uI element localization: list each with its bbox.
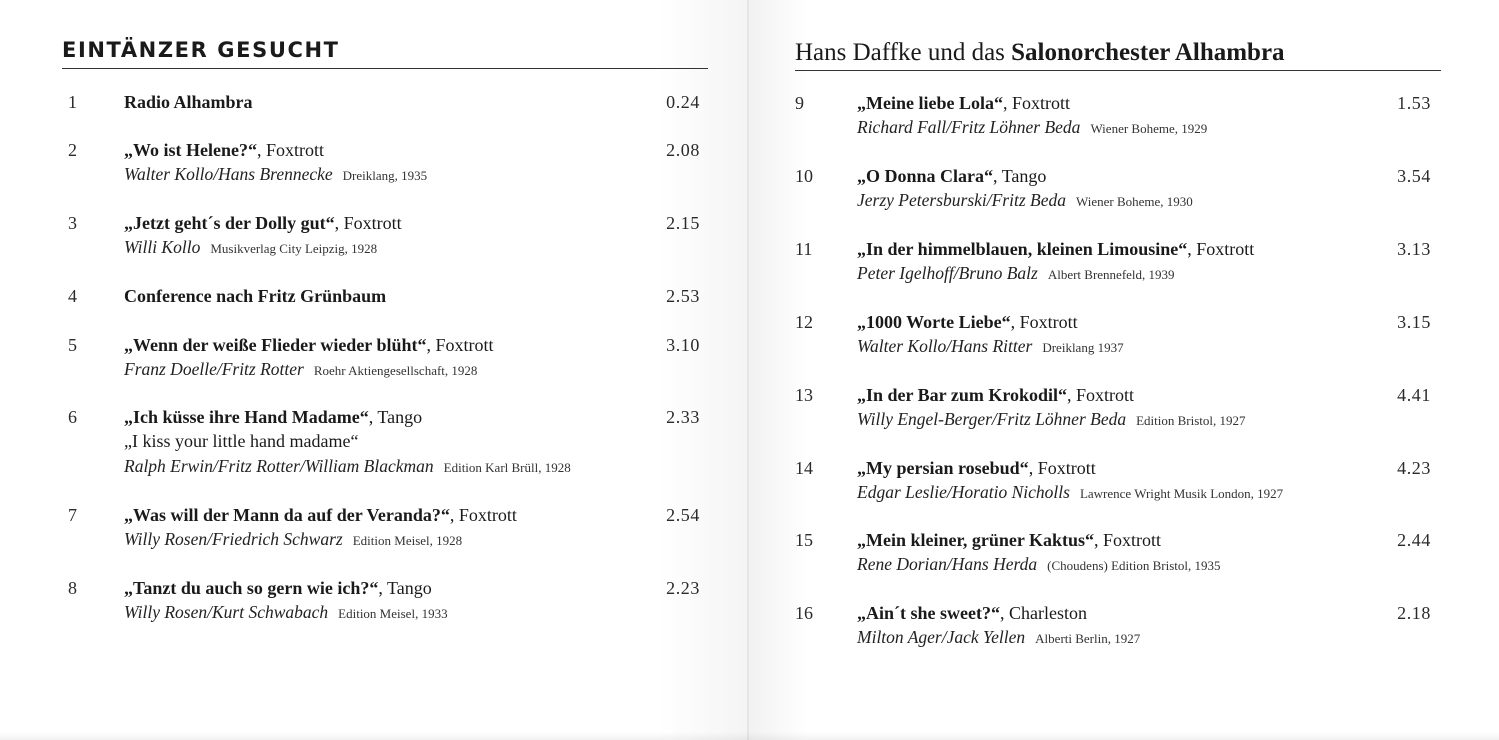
composers: Walter Kollo/Hans Brennecke <box>124 164 333 184</box>
track-duration: 2.18 <box>1397 603 1431 623</box>
track-number: 1 <box>68 92 77 112</box>
track-number: 6 <box>68 407 77 427</box>
right-title-bold: Salonorchester Alhambra <box>1011 39 1285 66</box>
song-title: „Ain´t she sweet?“ <box>857 603 1000 623</box>
track-duration: 1.53 <box>1397 93 1431 113</box>
track-duration: 2.15 <box>666 213 700 233</box>
left-title-rule <box>62 68 708 69</box>
track-credits <box>124 529 462 550</box>
track-title <box>124 407 422 428</box>
track-subtitle: „I kiss your little hand madame“ <box>124 431 359 451</box>
composers: Willi Kollo <box>124 237 201 257</box>
track-duration: 2.08 <box>666 140 700 160</box>
song-title: „1000 Worte Liebe“ <box>857 312 1011 332</box>
track-credits <box>124 237 377 258</box>
track-duration: 2.23 <box>666 578 700 598</box>
track-title <box>124 505 517 526</box>
right-page-title <box>795 39 1285 67</box>
composers: Milton Ager/Jack Yellen <box>857 627 1026 647</box>
track-title <box>857 603 1087 624</box>
track-number: 5 <box>68 335 77 355</box>
track-duration: 3.10 <box>666 335 700 355</box>
composers: Willy Rosen/Kurt Schwabach <box>124 602 329 622</box>
publisher: Musikverlag City Leipzig, 1928 <box>210 241 378 256</box>
track-number: 13 <box>795 385 813 405</box>
publisher: Edition Bristol, 1927 <box>1136 413 1246 428</box>
song-title: „Tanzt du auch so gern wie ich?“ <box>124 578 379 598</box>
track-title <box>124 140 324 161</box>
track-credits <box>857 190 1193 211</box>
song-genre: , Foxtrott <box>1010 312 1078 332</box>
publisher: Edition Meisel, 1933 <box>338 606 448 621</box>
song-title: „Mein kleiner, grüner Kaktus“ <box>857 530 1095 550</box>
publisher: Dreiklang, 1935 <box>342 168 428 183</box>
track-number: 4 <box>68 286 77 306</box>
track-row <box>795 530 1441 590</box>
track-number: 11 <box>795 239 813 259</box>
song-title: Radio Alhambra <box>124 92 253 112</box>
track-credits <box>857 482 1283 503</box>
track-duration: 3.15 <box>1397 312 1431 332</box>
left-page-title: EINTÄNZER GESUCHT <box>62 38 340 62</box>
publisher: Lawrence Wright Musik London, 1927 <box>1079 486 1284 501</box>
song-genre: , Foxtrott <box>257 140 325 160</box>
track-credits <box>857 336 1124 357</box>
composers: Jerzy Petersburski/Fritz Beda <box>857 190 1066 210</box>
track-credits <box>857 554 1221 575</box>
track-title <box>857 530 1161 551</box>
track-title <box>857 239 1254 260</box>
publisher: Edition Karl Brüll, 1928 <box>443 460 571 475</box>
track-title <box>124 335 494 356</box>
song-title: „Wenn der weiße Flieder wieder blüht“ <box>124 335 427 355</box>
song-title: Conference nach Fritz Grünbaum <box>124 286 387 306</box>
track-duration: 2.54 <box>666 505 700 525</box>
track-duration: 2.53 <box>666 286 700 306</box>
track-row <box>62 578 708 638</box>
track-row <box>62 335 708 395</box>
song-title: „Jetzt geht´s der Dolly gut“ <box>124 213 335 233</box>
page-bottom-shadow <box>0 732 1499 740</box>
song-title: „O Donna Clara“ <box>857 166 994 186</box>
publisher: Dreiklang 1937 <box>1042 340 1124 355</box>
song-genre: , Charleston <box>999 603 1087 623</box>
publisher: Wiener Boheme, 1929 <box>1090 121 1208 136</box>
track-title <box>857 385 1134 406</box>
track-row <box>62 505 708 565</box>
composers: Edgar Leslie/Horatio Nicholls <box>857 482 1070 502</box>
track-row <box>62 140 708 200</box>
track-number: 12 <box>795 312 813 332</box>
song-genre: , Foxtrott <box>334 213 402 233</box>
track-credits <box>857 409 1246 430</box>
track-duration: 4.41 <box>1397 385 1431 405</box>
track-title <box>124 578 432 599</box>
track-title <box>857 166 1046 187</box>
track-credits <box>857 627 1140 648</box>
composers: Franz Doelle/Fritz Rotter <box>124 359 304 379</box>
composers: Richard Fall/Fritz Löhner Beda <box>857 117 1081 137</box>
track-row <box>795 312 1441 372</box>
track-row <box>795 166 1441 226</box>
track-credits <box>124 164 427 185</box>
track-row <box>795 458 1441 518</box>
song-genre: , Tango <box>378 578 432 598</box>
composers: Willy Rosen/Friedrich Schwarz <box>124 529 343 549</box>
page-fold <box>747 0 749 740</box>
song-genre: , Tango <box>368 407 423 427</box>
song-title: „Ich küsse ihre Hand Madame“ <box>124 407 369 427</box>
composers: Willy Engel-Berger/Fritz Löhner Beda <box>857 409 1127 429</box>
song-title: „In der Bar zum Krokodil“ <box>857 385 1068 405</box>
song-title: „My persian rosebud“ <box>857 458 1029 478</box>
track-title <box>857 312 1078 333</box>
publisher: Roehr Aktiengesellschaft, 1928 <box>313 363 478 378</box>
track-number: 10 <box>795 166 813 186</box>
track-duration: 3.54 <box>1397 166 1431 186</box>
track-credits <box>124 456 571 477</box>
track-number: 3 <box>68 213 77 233</box>
track-credits <box>857 117 1207 138</box>
composers: Rene Dorian/Hans Herda <box>857 554 1038 574</box>
right-title-rule <box>795 70 1441 71</box>
song-genre: , Foxtrott <box>449 505 517 525</box>
track-duration: 4.23 <box>1397 458 1431 478</box>
song-title: „Wo ist Helene?“ <box>124 140 257 160</box>
track-title <box>124 92 253 113</box>
track-number: 15 <box>795 530 813 550</box>
composers: Walter Kollo/Hans Ritter <box>857 336 1033 356</box>
song-genre: , Tango <box>993 166 1047 186</box>
composers: Ralph Erwin/Fritz Rotter/William Blackman <box>124 456 434 476</box>
song-genre: , Foxtrott <box>1002 93 1070 113</box>
track-duration: 2.44 <box>1397 530 1431 550</box>
song-title: „Meine liebe Lola“ <box>857 93 1003 113</box>
track-duration: 3.13 <box>1397 239 1431 259</box>
track-number: 2 <box>68 140 77 160</box>
track-credits <box>857 263 1175 284</box>
right-title-plain: Hans Daffke und das <box>795 39 1012 66</box>
track-duration: 2.33 <box>666 407 700 427</box>
publisher: Edition Meisel, 1928 <box>352 533 463 548</box>
track-number: 9 <box>795 93 804 113</box>
track-row <box>795 93 1441 153</box>
track-row <box>795 239 1441 299</box>
song-genre: , Foxtrott <box>1028 458 1096 478</box>
composers: Peter Igelhoff/Bruno Balz <box>857 263 1038 283</box>
publisher: (Choudens) Edition Bristol, 1935 <box>1047 558 1221 573</box>
song-genre: , Foxtrott <box>1094 530 1162 550</box>
publisher: Alberti Berlin, 1927 <box>1035 631 1141 646</box>
track-row <box>62 213 708 273</box>
track-number: 7 <box>68 505 77 525</box>
song-genre: , Foxtrott <box>426 335 494 355</box>
track-row <box>795 603 1441 663</box>
track-title <box>857 458 1096 479</box>
track-title <box>857 93 1070 114</box>
track-number: 14 <box>795 458 813 478</box>
track-title <box>124 213 402 234</box>
publisher: Wiener Boheme, 1930 <box>1075 194 1193 209</box>
track-row <box>795 385 1441 445</box>
song-title: „Was will der Mann da auf der Veranda?“ <box>124 505 450 525</box>
track-number: 8 <box>68 578 77 598</box>
publisher: Albert Brennefeld, 1939 <box>1047 267 1175 282</box>
track-credits <box>124 602 448 623</box>
track-number: 16 <box>795 603 813 623</box>
track-credits <box>124 359 477 380</box>
song-title: „In der himmelblauen, kleinen Limousine“ <box>857 239 1188 259</box>
song-genre: , Foxtrott <box>1187 239 1255 259</box>
track-duration: 0.24 <box>666 92 700 112</box>
track-row <box>62 407 708 476</box>
track-title <box>124 286 386 307</box>
song-genre: , Foxtrott <box>1067 385 1135 405</box>
